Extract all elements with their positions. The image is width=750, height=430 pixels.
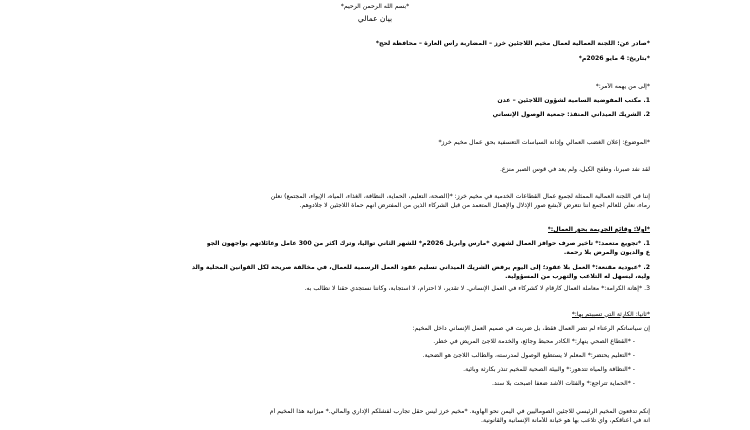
statement-title: بيان عمالي: [357, 15, 393, 23]
basmala: *بسم الله الرحمن الرحيم*: [340, 3, 410, 10]
section2-item: - *النظافة والمياه تتدهور:* والبيئة الصحية للمخيم تنذر بكارثة وبائية.: [463, 366, 635, 373]
section1-item: 3. *إهانة الكرامة:* معاملة العمال كأرقام لا كشركاء في العمل الإنساني. لا تقدير، لا احترام، لا استجابة، وكأننا نستجدي حقنا لا نطالب به.: [304, 285, 650, 292]
section2-heading: *ثانياً: الكارثة التي تسببتم بها:*: [571, 311, 650, 318]
recipient-item: 2. الشريك الميداني المنفذ: جمعية الوصول الإنساني: [492, 111, 650, 118]
section2-item: - *القطاع الصحي ينهار:* الكادر محبط وجائع، والخدمة للاجئ المريض في خطر.: [433, 338, 635, 345]
section1-item: ولية، ليسهل له التلاعب والتهرب من المسؤولية.: [505, 273, 650, 280]
section1-item: 1. *تجويع متعمد:* تأخير صرف حوافز العمال لشهري *مارس وأبريل 2026م* للشهر الثاني توالياً، وترك أكثر من 300 عامل وعائلاتهم يواجهون الجو: [206, 240, 650, 247]
section1-heading: *أولاً: وقائع الجريمة بحق العمال:*: [547, 226, 650, 233]
section2-item: - *الحماية تتراجع:* والفئات الأشد ضعفاً أصبحت بلا سند.: [491, 380, 635, 387]
recipients-heading: *إلى من يهمه الأمر:*: [595, 83, 650, 90]
section2-item: - *التعليم يحتضر:* المعلم لا يستطيع الوصول لمدرسته، والطالب اللاجئ هو الضحية.: [422, 352, 635, 359]
closing-paragraph-line: انة في أعناقكم، وأي تلاعب بها هو خيانة للأمانة الإنسانية والقانونية.: [481, 417, 650, 424]
intro-paragraph-line: رماء، نعلن للعالم أجمع أننا نتعرض لأبشع صور الإذلال والإهمال المتعمد من قبل الشركاء الذين من المفترض أنهم حماة اللاجئين لا جلادوهم.: [299, 202, 650, 209]
date-line: *بتاريخ: 4 مايو 2026م*: [578, 55, 650, 62]
section1-item: 2. *عبودية مقنعة:* العمل بلا عقود؛ إلى اليوم يرفض الشريك الميداني تسليم عقود العمل الرسمية للعمال، في مخالفة صريحة لكل القوانين المحلية والد: [191, 264, 650, 271]
opening-line: لقد نفد صبرنا، وطفح الكيل، ولم يعد في قوس الصبر منزع.: [499, 166, 650, 173]
intro-paragraph-line: إننا في اللجنة العمالية الممثلة لجميع عمال القطاعات الخدمية في مخيم خرز: *(الصحة، التعليم، الحماية، النظافة، الغذاء، المياه، الإيواء، المجتمع) نعلن: [270, 193, 650, 200]
issuer-line: *صادر عن: اللجنة العمالية لعمال مخيم اللاجئين خرز – المضاربة رأس العارة – محافظة لحج*: [375, 40, 650, 47]
section2-intro: إن سياساتكم الرعناء لم تضر العمال فقط، بل ضربت في صميم العمل الإنساني داخل المخيم:: [412, 325, 650, 332]
closing-paragraph-line: إنكم تدفعون المخيم الرئيسي للاجئين الصوماليين في اليمن نحو الهاوية. *مخيم خرز ليس حقل تجارب لفشلكم الإداري والمالي.* ميزانية هذا المخيم أم: [269, 408, 650, 415]
subject-line: *الموضوع: إعلان الغضب العمالي وإدانة السياسات التعسفية بحق عمال مخيم خرز*: [438, 139, 650, 146]
section1-item: ع والديون والمرض بلا رحمة.: [563, 249, 650, 256]
recipient-item: 1. مكتب المفوضية السامية لشؤون اللاجئين – عدن: [497, 97, 650, 104]
